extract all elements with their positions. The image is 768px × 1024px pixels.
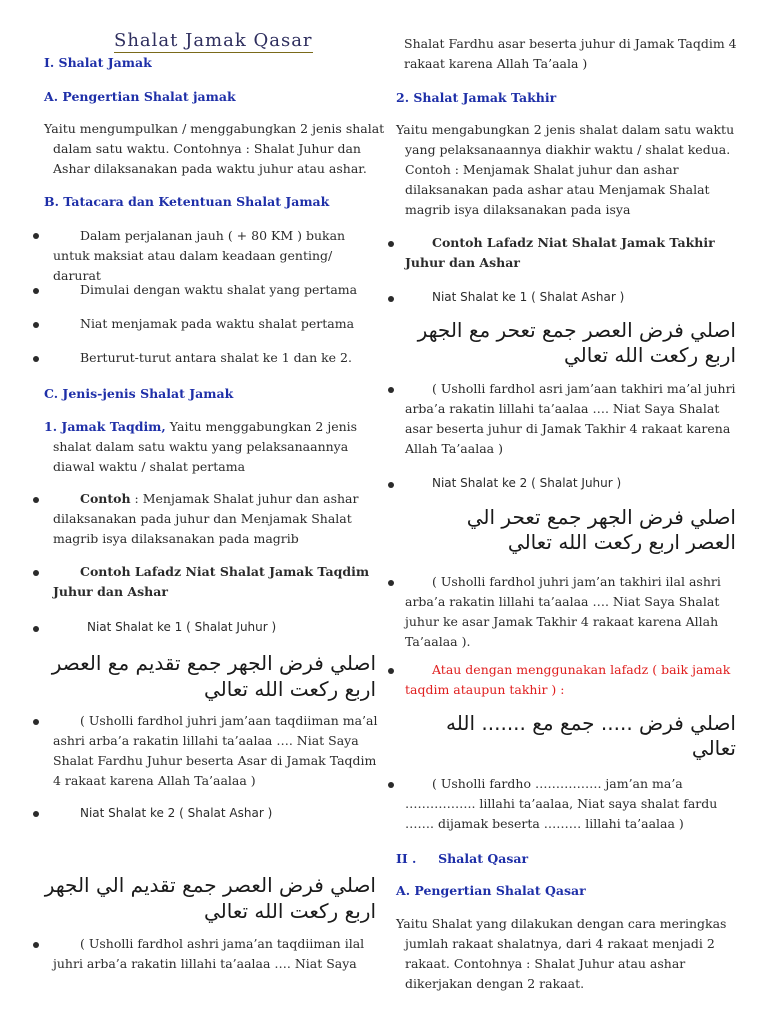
bullet-icon — [388, 482, 394, 488]
bullet-icon — [33, 719, 39, 725]
lafadz-taqdim-heading: Contoh Lafadz Niat Shalat Jamak Taqdim Juhur dan Ashar — [53, 564, 370, 599]
subheading-pengertian-qasar: A. Pengertian Shalat Qasar — [396, 883, 586, 898]
section-heading-qasar: II . Shalat Qasar — [396, 851, 529, 866]
bullet-icon — [388, 668, 394, 674]
contoh-text: : Menjamak Shalat juhur dan ashar dilaksanakan pada juhur dan Menjamak Shalat magrib isya dilaksanakan pada magrib — [53, 491, 359, 546]
bullet-icon — [33, 497, 39, 503]
rule-item: Berturut-turut antara shalat ke 1 dan ke 2. — [80, 350, 352, 365]
alternative-lafadz-note: Atau dengan menggunakan lafadz ( baik jamak taqdim ataupun takhir ) : — [405, 662, 731, 697]
contoh-taqdim-paragraph — [53, 489, 378, 549]
bullet-icon — [33, 570, 39, 576]
bullet-icon — [33, 942, 39, 948]
latin-niat-taqdim-2: ( Usholli fardhol ashri jama’an taqdiiman ilal juhri arba’a rakatin lillahi ta’aalaa …. Niat Saya — [53, 936, 365, 971]
jamak-taqdim-label: 1. Jamak Taqdim, — [44, 419, 166, 434]
page-title: Shalat Jamak Qasar — [114, 30, 313, 51]
bullet-icon — [33, 356, 39, 362]
rule-item: Niat menjamak pada waktu shalat pertama — [80, 316, 355, 331]
rule-item: Dalam perjalanan jauh ( + 80 KM ) bukan untuk maksiat atau dalam keadaan genting/ darurat — [53, 228, 346, 283]
bullet-icon — [33, 233, 39, 239]
bullet-icon — [33, 288, 39, 294]
latin-niat-taqdim-1: ( Usholli fardhol juhri jam’aan taqdiiman ma’al ashri arba’a rakatin lillahi ta’aalaa …. Niat Saya Shalat Fardhu Juhur beserta Asar di Jamak Taqdim 4 rakaat karena Allah Ta’aalaa ) — [53, 713, 378, 788]
arabic-niat-takhir-2-line1: اصلي فرض الجهر جمع تعحر الي — [466, 505, 736, 529]
arabic-niat-taqdim-2-line1: اصلي فرض العصر جمع تقديم الي الجهر — [44, 873, 376, 897]
arabic-general-line2: تعالي — [691, 736, 736, 760]
arabic-niat-takhir-1-line2: اربع ركعت الله تعالي — [563, 343, 736, 367]
continued-text: Shalat Fardhu asar beserta juhur di Jamak Taqdim 4 rakaat karena Allah Ta’aala ) — [404, 36, 737, 71]
bullet-icon — [33, 811, 39, 817]
arabic-niat-taqdim-1-line2: اربع ركعت الله تعالي — [203, 677, 376, 701]
subheading-jenis-jamak: C. Jenis-jenis Shalat Jamak — [44, 386, 234, 401]
bullet-icon — [388, 580, 394, 586]
bullet-icon — [388, 241, 394, 247]
niat-taqdim-1: Niat Shalat ke 1 ( Shalat Juhur ) — [87, 620, 277, 634]
bullet-icon — [388, 296, 394, 302]
bullet-icon — [388, 387, 394, 393]
bullet-icon — [33, 626, 39, 632]
subheading-tatacara: B. Tatacara dan Ketentuan Shalat Jamak — [44, 194, 330, 209]
subheading-jamak-takhir: 2. Shalat Jamak Takhir — [396, 90, 557, 105]
pengertian-qasar-text: Yaitu Shalat yang dilakukan dengan cara meringkas jumlah rakaat shalatnya, dari 4 rakaat menjadi 2 rakaat. Contohnya : Shalat Juhur atau ashar dikerjakan dengan 2 rakaat. — [396, 916, 727, 991]
arabic-niat-taqdim-1-line1: اصلي فرض الجهر جمع تقديم مع العصر — [51, 651, 376, 675]
arabic-niat-taqdim-2-line2: اربع ركعت الله تعالي — [203, 899, 376, 923]
section-heading-jamak: I. Shalat Jamak — [44, 55, 152, 70]
niat-taqdim-2: Niat Shalat ke 2 ( Shalat Ashar ) — [80, 806, 273, 820]
bullet-icon — [388, 782, 394, 788]
bullet-icon — [33, 322, 39, 328]
rule-item: Dimulai dengan waktu shalat yang pertama — [80, 282, 358, 297]
arabic-niat-takhir-1-line1: اصلي فرض العصر جمع تعحر مع الجهر — [417, 318, 736, 342]
latin-niat-takhir-1: ( Usholli fardhol asri jam’aan takhiri ma’al juhri arba’a rakatin lillahi ta’aalaa …. Niat Saya Shalat asar beserta juhur di Jamak Takhir 4 rakaat karena Allah Ta’aalaa ) — [405, 381, 736, 456]
jamak-taqdim-text: Yaitu menggabungkan 2 jenis shalat dalam satu waktu yang pelaksanaannya diawal waktu / shalat pertama — [53, 419, 358, 474]
latin-general: ( Usholli fardho ……………. jam’an ma’a …………….. lillahi ta’aalaa, Niat saya shalat fardu ……. dijamak beserta ……… lillahi ta’aalaa ) — [405, 776, 718, 831]
arabic-niat-takhir-2-line2: العصر اربع ركعت الله تعالي — [507, 530, 736, 554]
jamak-taqdim-paragraph — [44, 417, 388, 477]
subheading-pengertian-jamak: A. Pengertian Shalat jamak — [44, 89, 236, 104]
pengertian-jamak-text: Yaitu mengumpulkan / menggabungkan 2 jenis shalat dalam satu waktu. Contohnya : Shalat Juhur dan Ashar dilaksanakan pada waktu juhur atau ashar. — [44, 121, 385, 176]
lafadz-takhir-heading: Contoh Lafadz Niat Shalat Jamak Takhir Juhur dan Ashar — [405, 235, 715, 270]
niat-takhir-1: Niat Shalat ke 1 ( Shalat Ashar ) — [432, 290, 625, 304]
contoh-label: Contoh — [80, 491, 131, 506]
latin-niat-takhir-2: ( Usholli fardhol juhri jam’an takhiri ilal ashri arba’a rakatin lillahi ta’aalaa …. Niat Saya Shalat juhur ke asar Jamak Takhir 4 rakaat karena Allah Ta’aalaa ). — [405, 574, 721, 649]
jamak-takhir-text: Yaitu mengabungkan 2 jenis shalat dalam satu waktu yang pelaksanaannya diakhir waktu / shalat kedua. Contoh : Menjamak Shalat juhur dan ashar dilaksanakan pada ashar atau Menjamak Shalat magrib isya dilaksanakan pada isya — [396, 122, 735, 217]
arabic-general-line1: اصلي فرض ..... جمع مع ....... الله — [446, 711, 736, 735]
niat-takhir-2: Niat Shalat ke 2 ( Shalat Juhur ) — [432, 476, 622, 490]
